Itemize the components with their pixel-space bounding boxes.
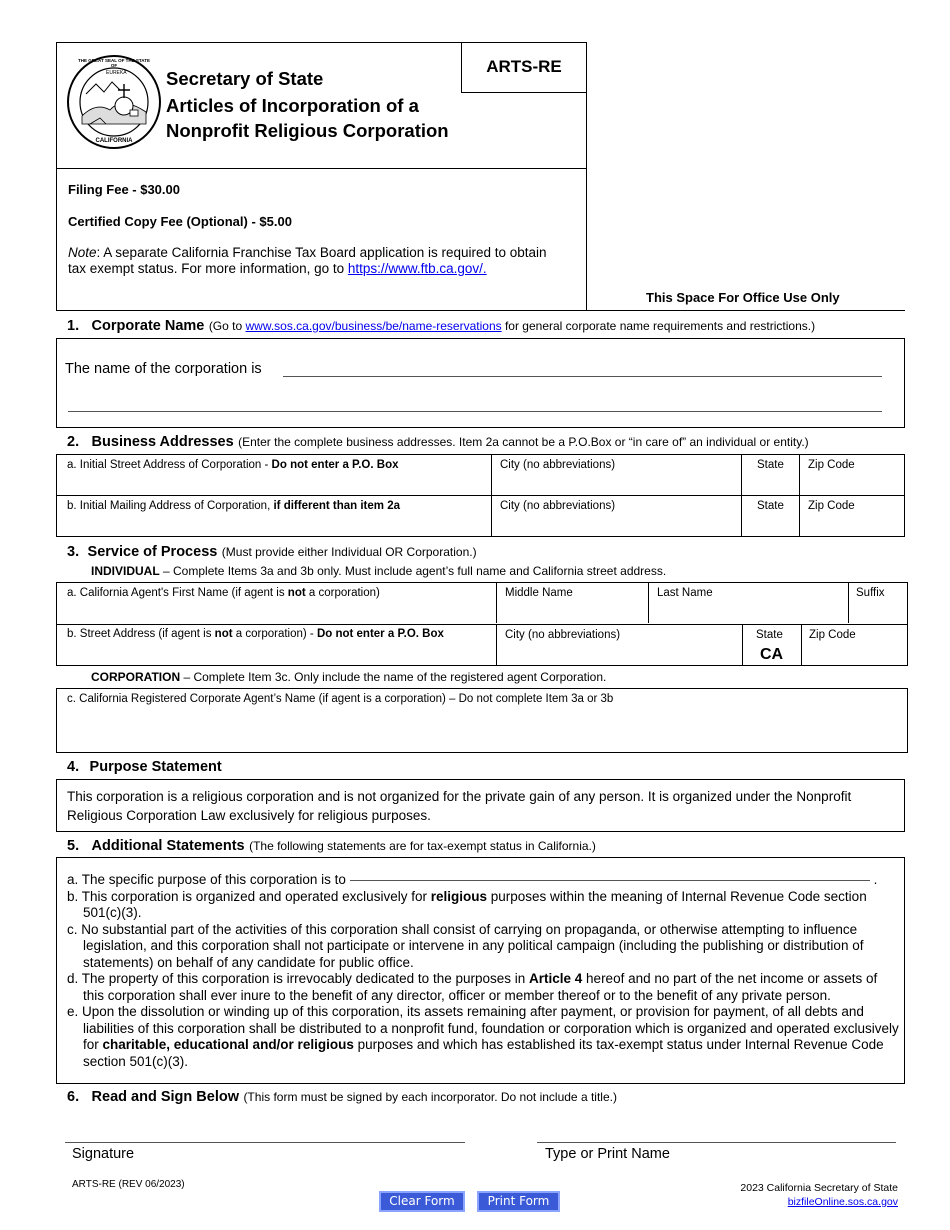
seal-graphic xyxy=(66,54,162,150)
statement-e xyxy=(67,1004,899,1070)
agent-zip-label: Zip Code xyxy=(809,629,856,641)
section2-number: 2. xyxy=(67,434,80,450)
zip-field-a[interactable] xyxy=(808,459,855,471)
corporate-name-label: The name of the corporation is xyxy=(65,361,262,377)
col-middle xyxy=(496,583,497,623)
section5-heading xyxy=(67,837,596,855)
agent-first-name-field[interactable] xyxy=(67,587,380,599)
corporation-text: – Complete Item 3c. Only include the name of the registered agent Corporation. xyxy=(180,670,607,684)
section3-note-bold: OR xyxy=(385,545,404,559)
city-label-b: City (no abbreviations) xyxy=(500,500,616,512)
ftb-link[interactable]: https://www.ftb.ca.gov/. xyxy=(347,261,487,276)
agent-first-name-bold: not xyxy=(287,587,306,599)
individual-instruction xyxy=(91,564,666,578)
mailing-address-bold: if different than item 2a xyxy=(273,500,400,512)
section1-note-post: for general corporate name requirements and restrictions.) xyxy=(501,319,816,333)
statement-e-bold: charitable, educational and/or religious xyxy=(102,1037,354,1052)
statement-a-text: a. The specific purpose of this corporation is to xyxy=(67,872,346,887)
col-last xyxy=(648,583,649,623)
section1-note-pre: (Go to xyxy=(208,319,246,333)
statement-c xyxy=(67,922,899,972)
section2-note-post: business addresses. Item 2a cannot be a P.O.Box or “in care of” an individual or entity.) xyxy=(342,435,809,449)
col-state xyxy=(741,455,742,536)
last-name-label: Last Name xyxy=(657,587,713,599)
section5-number: 5. xyxy=(67,838,80,854)
fee-note xyxy=(68,245,568,277)
purpose-statement-text: This corporation is a religious corporation and is not organized for the private gain of any person. It is organized under the Nonprofit Religious Corporation Law exclusively for religious purposes. xyxy=(67,789,852,823)
corporate-name-field-2[interactable] xyxy=(68,411,882,412)
statement-e-post: purposes and which has established its tax-exempt status under Internal Revenue Code section 501(c)(3). xyxy=(83,1037,884,1069)
state-label-a: State xyxy=(757,459,784,471)
section3-heading xyxy=(67,543,477,561)
state-field-a[interactable] xyxy=(757,459,784,471)
statement-a: a. The specific purpose of this corporation is to . xyxy=(67,872,878,887)
col-zip xyxy=(799,455,800,536)
additional-statements-list xyxy=(67,872,899,1070)
section5-note: (The following statements are for tax-exempt status in California.) xyxy=(249,839,596,853)
agent-state-label: State xyxy=(756,629,783,641)
section4-heading xyxy=(67,758,222,776)
form-code: ARTS-RE xyxy=(486,57,562,76)
office-use-label: This Space For Office Use Only xyxy=(646,290,840,305)
agent-street-mid: a corporation) - xyxy=(232,628,317,640)
suffix-label: Suffix xyxy=(856,587,885,599)
individual-label: INDIVIDUAL xyxy=(91,564,160,578)
corporate-agent-label: c. California Registered Corporate Agent’s Name (if agent is a corporation) – Do not complete Item 3a or 3b xyxy=(67,693,614,705)
row-divider xyxy=(57,624,907,625)
statement-b-post: purposes within the meaning of Internal Revenue Code section 501(c)(3). xyxy=(83,888,867,920)
last-name-field[interactable] xyxy=(657,587,713,599)
col-city xyxy=(496,624,497,665)
agent-street-address-field[interactable] xyxy=(67,628,444,640)
agent-individual-table xyxy=(56,582,908,666)
section6-title: Read and Sign Below xyxy=(91,1089,239,1105)
signature-label: Signature xyxy=(72,1146,135,1162)
section1-number: 1. xyxy=(67,318,80,334)
note-label: Note xyxy=(68,245,97,260)
city-label-a: City (no abbreviations) xyxy=(500,459,616,471)
additional-statements-box xyxy=(56,857,905,1084)
street-address-label: a. Initial Street Address of Corporation - xyxy=(67,459,272,471)
section2-note-bold: complete xyxy=(294,435,343,449)
zip-field-b[interactable] xyxy=(808,500,855,512)
section2-title: Business Addresses xyxy=(91,434,234,450)
bizfile-link[interactable]: bizfileOnline.sos.ca.gov xyxy=(787,1196,898,1208)
corporation-instruction xyxy=(91,670,606,684)
purpose-statement-box xyxy=(56,779,905,832)
agent-state-value: CA xyxy=(759,646,784,663)
city-field-b[interactable] xyxy=(500,500,615,512)
state-label-b: State xyxy=(757,500,784,512)
statement-d-pre: d. The property of this corporation is irrevocably dedicated to the purposes in xyxy=(67,971,530,986)
specific-purpose-field[interactable] xyxy=(350,880,870,881)
filing-fee: Filing Fee - $30.00 xyxy=(68,182,180,197)
business-address-table xyxy=(56,454,905,537)
header-divider xyxy=(56,168,587,169)
statement-d xyxy=(67,971,899,1004)
copyright: 2023 California Secretary of State xyxy=(740,1182,898,1194)
agent-first-name-pre: a. California Agent's First Name (if agent is xyxy=(67,587,288,599)
row-divider xyxy=(57,495,904,496)
signature-field[interactable] xyxy=(65,1142,465,1143)
street-address-field[interactable] xyxy=(67,459,399,471)
agent-street-bold1: not xyxy=(214,628,233,640)
office-use-line xyxy=(587,310,905,311)
print-name-label: Type or Print Name xyxy=(545,1146,670,1162)
state-field-b[interactable] xyxy=(757,500,784,512)
statement-d-post: hereof and no part of the net income or assets of this corporation shall ever inure to the benefit of any director, officer or member thereof or to the benefit of any private person. xyxy=(83,971,878,1003)
section3-note-pre: (Must provide either Individual xyxy=(221,545,386,559)
statement-e-pre: e. Upon the dissolution or winding up of this corporation, its assets remaining after payment, or provision for payment, of all debts and liabilities of this corporation shall be distributed to a nonprofit fund, foundation or corporation which is organized and operated exclusively for xyxy=(67,1004,899,1052)
agent-first-name-post: a corporation) xyxy=(305,587,380,599)
seal-text-bottom: CALIFORNIA xyxy=(95,138,133,144)
corporate-agent-box[interactable] xyxy=(56,688,908,753)
section6-number: 6. xyxy=(67,1089,80,1105)
agent-city-label: City (no abbreviations) xyxy=(505,629,621,641)
print-name-field[interactable] xyxy=(537,1142,896,1143)
section3-title: Service of Process xyxy=(87,544,218,560)
agent-street-pre: b. Street Address (if agent is xyxy=(67,628,215,640)
agent-state-field[interactable] xyxy=(756,629,783,641)
statement-d-bold: Article 4 xyxy=(529,971,583,986)
corporation-label: CORPORATION xyxy=(91,670,181,684)
agent-city-field[interactable] xyxy=(505,629,620,641)
middle-name-field[interactable] xyxy=(505,587,573,599)
suffix-field[interactable] xyxy=(856,587,885,599)
section4-number: 4. xyxy=(67,759,80,775)
section1-title: Corporate Name xyxy=(91,318,205,334)
section2-note-pre: (Enter the xyxy=(238,435,295,449)
corporate-name-field-1[interactable] xyxy=(283,376,882,377)
section6-note: (This form must be signed by each incorporator. Do not include a title.) xyxy=(243,1090,617,1104)
street-address-bold: Do not enter a P.O. Box xyxy=(271,459,399,471)
zip-label-b: Zip Code xyxy=(808,500,855,512)
agent-zip-field[interactable] xyxy=(809,629,856,641)
section3-number: 3. xyxy=(67,544,80,560)
agency-name: Secretary of State xyxy=(166,68,324,89)
section2-heading xyxy=(67,433,809,451)
mailing-address-label: b. Initial Mailing Address of Corporation, xyxy=(67,500,274,512)
individual-text: – Complete Items 3a and 3b only. Must include agent’s full name and California street address. xyxy=(159,564,667,578)
copy-fee: Certified Copy Fee (Optional) - $5.00 xyxy=(68,214,292,229)
corporate-name-box xyxy=(56,338,905,428)
statement-c-text: c. No substantial part of the activities of this corporation shall consist of carrying on propaganda, or otherwise attempting to influence legislation, and this corporation shall not participate or intervene in any political campaign (including the publishing or distribution of statements) on behalf of any candidate for public office. xyxy=(67,921,864,970)
col-zip xyxy=(801,624,802,665)
seal-text-top: THE GREAT SEAL OF THE STATE OF xyxy=(78,58,150,68)
section1-heading xyxy=(67,317,815,335)
form-revision: ARTS-RE (REV 06/2023) xyxy=(72,1179,185,1190)
middle-name-label: Middle Name xyxy=(505,587,573,599)
name-reservations-link[interactable]: www.sos.ca.gov/business/be/name-reservations xyxy=(245,319,502,333)
col-suffix xyxy=(848,583,849,623)
section5-title: Additional Statements xyxy=(91,838,245,854)
form-title-line2: Nonprofit Religious Corporation xyxy=(166,120,449,141)
section3-note-post: Corporation.) xyxy=(403,545,477,559)
city-field-a[interactable] xyxy=(500,459,615,471)
seal-motto: EUREKA xyxy=(106,70,127,76)
zip-label-a: Zip Code xyxy=(808,459,855,471)
print-form-button[interactable]: Print Form xyxy=(477,1191,560,1212)
statement-b-bold: religious xyxy=(430,888,487,904)
clear-form-button[interactable]: Clear Form xyxy=(379,1191,465,1212)
statement-b xyxy=(67,889,899,922)
mailing-address-field[interactable] xyxy=(67,500,400,512)
section6-heading xyxy=(67,1088,617,1106)
state-seal xyxy=(66,54,162,150)
section4-title: Purpose Statement xyxy=(89,759,222,775)
col-city xyxy=(491,455,492,536)
note-text: : A separate California Franchise Tax Board application is required to obtain tax exempt status. For more information, go to xyxy=(68,245,547,276)
agent-street-bold2: Do not enter a P.O. Box xyxy=(316,628,444,640)
form-title-line1: Articles of Incorporation of a xyxy=(166,95,419,116)
statement-b-pre: b. This corporation is organized and operated exclusively for xyxy=(67,888,431,904)
